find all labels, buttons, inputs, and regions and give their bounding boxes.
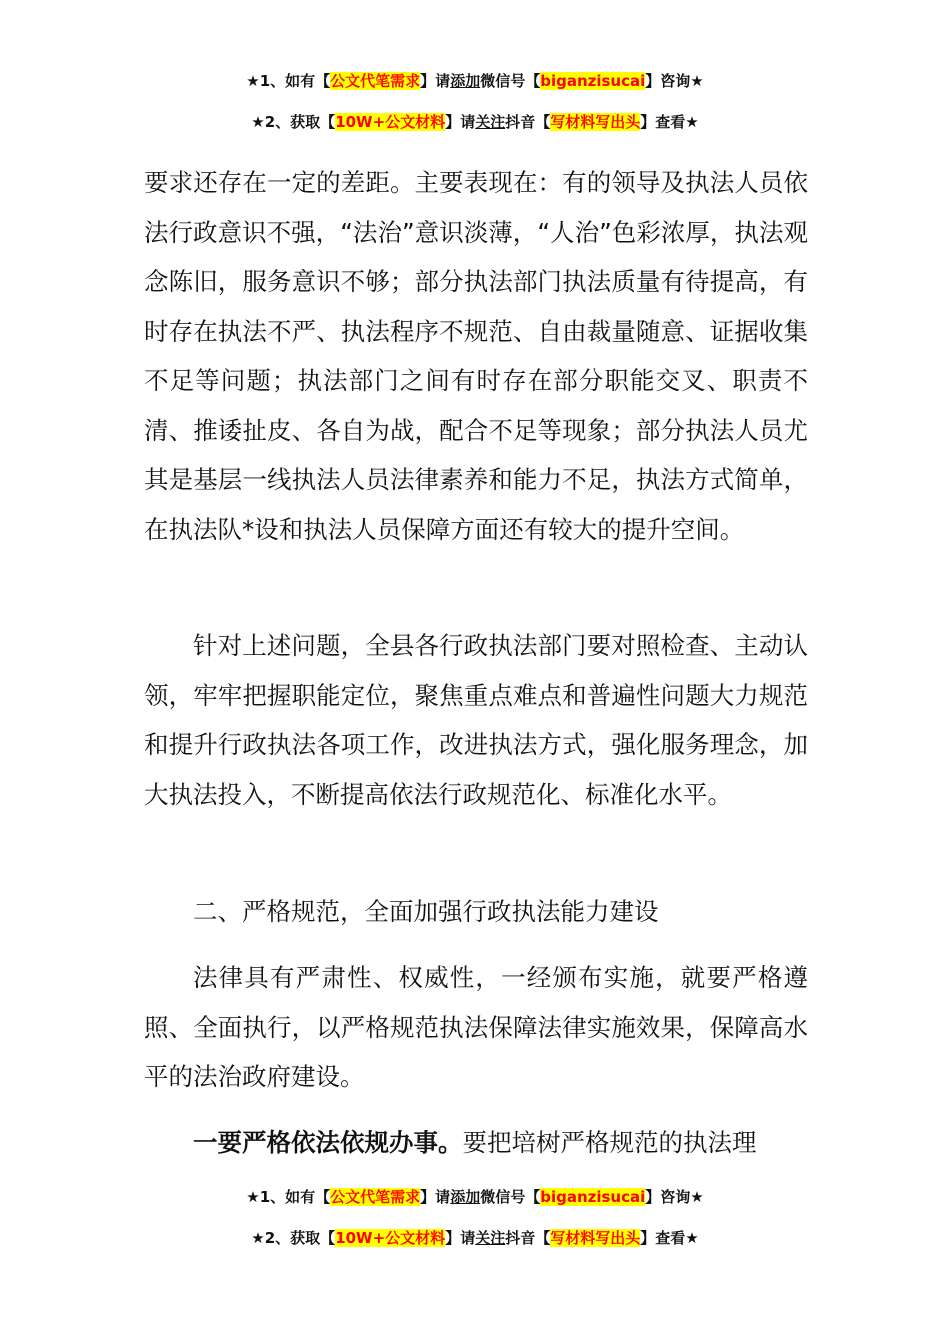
promo-middle: 】请 <box>445 113 476 131</box>
point-one-heading: 一要严格依法依规办事。 <box>193 1128 463 1157</box>
promo-middle: 抖音【 <box>505 1229 551 1247</box>
footer-promo-line-1 <box>0 1186 950 1208</box>
promo-middle: 】请 <box>420 1188 451 1206</box>
paragraph-point-one <box>144 1118 808 1168</box>
promo-suffix: 】咨询★ <box>645 72 704 90</box>
promo-middle: 】请 <box>420 72 451 90</box>
header-promo-line-1 <box>0 70 950 92</box>
promo-highlight: 公文代笔需求 <box>330 72 421 90</box>
promo-prefix: ★2、获取【 <box>251 113 336 131</box>
paragraph-law-authority: 法律具有严肃性、权威性，一经颁布实施，就要严格遵照、全面执行，以严格规范执法保障法律实施效果，保障高水平的法治政府建设。 <box>144 963 808 1091</box>
promo-suffix: 】咨询★ <box>645 1188 704 1206</box>
promo-wechat-id: biganzisucai <box>540 1188 646 1206</box>
paragraph-problems: 要求还存在一定的差距。主要表现在：有的领导及执法人员依法行政意识不强，“法治”意识淡薄，“人治”色彩浓厚，执法观念陈旧，服务意识不够；部分执法部门执法质量有待提高，有时存在执法不严、执法程序不规范、自由裁量随意、证据收集不足等问题；执法部门之间有时存在部分职能交叉、职责不清、推诿扯皮、各自为战，配合不足等现象；部分执法人员尤其是基层一线执法人员法律素养和能力不足，执法方式简单，在执法队*设和执法人员保障方面还有较大的提升空间。 <box>144 168 808 544</box>
promo-underlined: 添加 <box>450 1188 481 1206</box>
paragraph-measures: 针对上述问题，全县各行政执法部门要对照检查、主动认领，牢牢把握职能定位，聚焦重点难点和普遍性问题大力规范和提升行政执法各项工作，改进执法方式，强化服务理念，加大执法投入，不断提高依法行政规范化、标准化水平。 <box>144 631 808 809</box>
promo-highlight: 公文代笔需求 <box>330 1188 421 1206</box>
promo-prefix: ★1、如有【 <box>246 72 331 90</box>
footer-promo-line-2 <box>0 1227 950 1249</box>
promo-underlined: 添加 <box>450 72 481 90</box>
promo-underlined: 关注 <box>475 113 506 131</box>
promo-middle: 微信号【 <box>480 1188 541 1206</box>
promo-douyin-id: 写材料写出头 <box>550 1229 641 1247</box>
promo-middle: 微信号【 <box>480 72 541 90</box>
promo-douyin-id: 写材料写出头 <box>550 113 641 131</box>
promo-underlined: 关注 <box>475 1229 506 1247</box>
promo-highlight: 10W+公文材料 <box>335 1229 446 1247</box>
point-one-text: 要把培树严格规范的执法理 <box>462 1128 757 1157</box>
promo-highlight: 10W+公文材料 <box>335 113 446 131</box>
section-heading-2: 二、严格规范，全面加强行政执法能力建设 <box>193 897 659 926</box>
promo-prefix: ★2、获取【 <box>251 1229 336 1247</box>
header-promo-line-2 <box>0 111 950 133</box>
promo-suffix: 】查看★ <box>640 113 699 131</box>
promo-suffix: 】查看★ <box>640 1229 699 1247</box>
promo-prefix: ★1、如有【 <box>246 1188 331 1206</box>
promo-middle: 】请 <box>445 1229 476 1247</box>
promo-middle: 抖音【 <box>505 113 551 131</box>
promo-wechat-id: biganzisucai <box>540 72 646 90</box>
